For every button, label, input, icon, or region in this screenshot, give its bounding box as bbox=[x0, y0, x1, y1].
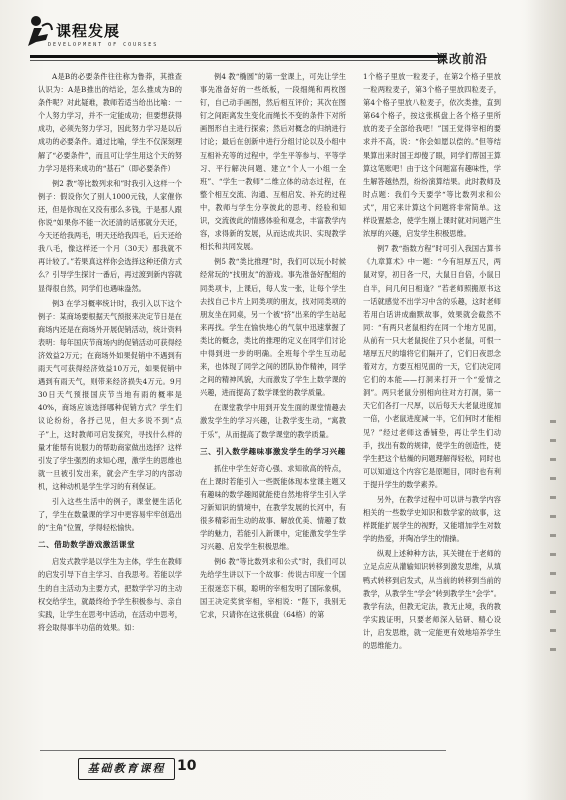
paragraph: A是B的必要条件往往称为鲁莽，其推查认识为：A是B推出的结论，怎么推成为B的条件呢？对此疑难，教师若适当给出比喻：一个人努力学习，并不一定能成功；但要想获得成功，必须先努力学习，因此努力学习是以后成功的必要条件。通过比喻，学生不仅深刻理解了“必要条件”，而且可让学生用这个天的努力学习是将来成功的“基石”（即必要条件） bbox=[38, 72, 182, 173]
page-subtitle: DEVELOPMENT OF COURSES bbox=[48, 42, 159, 48]
header-rule bbox=[30, 55, 446, 58]
paragraph: 例6 教“等比数列求和公式”时，我们可以先给学生讲以下一个故事：传说古印度一个国王很迷恋下棋，聪明的宰相发明了国际象棋，国王决定奖赏宰相，宰相说：“陛下，我别无它求，只请你在这张棋盘（64格）的第 bbox=[200, 557, 346, 619]
section-label: 课改前沿 bbox=[435, 52, 488, 66]
journal-banner: 基础教育课程 bbox=[78, 758, 175, 780]
text-column-1 bbox=[38, 70, 182, 740]
page-title: 课程发展 bbox=[56, 22, 121, 40]
paragraph: 抓住中学生好奇心强、求知欲高的特点，在上课时若能引入一些既能体现本堂课主题又有趣味的数学趣闻就能使自然地将学生引入学习新知识的情境中，在教学发展的长河中，有很多精彩而生动的故事、解放优美、情趣了数学的魅力，若能引入新课中，定能激发学生学习兴趣、启发学生积极思维。 bbox=[200, 463, 346, 552]
edge-tick-marks bbox=[550, 420, 558, 680]
page-number: 10 bbox=[177, 758, 197, 774]
paragraph: 例2 教“等比数列求和”时我引入这样一个例子：假设你欠了别人1000元钱，人家催你还，但是你现在又没有那么多钱，于是那人跟你说“如果你不能一次还清的话那就分天还，今天还给我两毛，明天还给我四毛，后天还给我八毛，像这样还一个月（30天）那我就不再计较了。”若果真这样你会选择这种还债方式么？引导学生探讨一番后，再过渡到新内容就显得很自然，同学们也遇味盎然。 bbox=[38, 178, 182, 293]
page-edge-shadow bbox=[526, 0, 566, 800]
paragraph: 纵观上述种种方法，其关键在于老师的立足点应从灌输知识转移到激发思维，从填鸭式转移到启发式，从当前的转移到当前的教学，从教学生“学会”转到教学生“会学”。教学有法，但教无定法，教无止境，我的教学实践证明，只要老师深入钻研、精心设计，启发思维，就一定能更有效地培养学生的思维能力。 bbox=[363, 549, 501, 651]
section-heading: 三、引入数学趣味事激发学生的学习兴趣 bbox=[200, 446, 346, 456]
paragraph: 例3 在学习概率统计时，我引入以下这个例子：某商场要根据天气预报来决定节日是在商场内还是在商场外开展促销活动，统计资料表明：每年国庆节商场内的促销活动可获得经济效益2万元；在商场外如果促销中不遇到有雨天气可获得经济效益10万元，如果促销中遇到有雨天气，则带来经济损失4万元。9月30日天气预报国庆节当地有雨的概率是40%，商场应该选择哪种促销方式？学生们议论纷纷，各抒己见，但大多说不到“点子”上，这时教师可启发探究，寻找什么样的量才能帮有说服力的帮助商家做出选择？这样引发了学生强烈的求知心理，激学生的思维也就一旦被引发出来，就会产生学习的内部动机，这种动机是学生学习的有利保证。 bbox=[38, 298, 182, 491]
paragraph: 例7 教“指数方程”时可引入我国古算书《九章算术》中一题：“今有垣厚五尺，两鼠对穿，初日各一尺，大鼠日自倍，小鼠日自半，问几何日相逢？”若老师照搬原书这一话就感觉不出学习中含的乐趣，这时老师若用白话讲成幽默故事，效果就会截然不同：“有两只老鼠相约在同一个地方见面，从前有一只大老鼠捉住了只小老鼠，可恨一堵厚五尺的墙将它们隔开了，它们日夜思念着对方，方要互相见面的一天，它们决定同它们的本能——打洞来打开一个“爱情之洞”。两只老鼠分别相向往对方打洞，第一天它们各打一尺厚，以后每天大老鼠进度加一倍，小老鼠进度减一半，它们何时才能相见？”经过老师这番铺垫，再让学生们动手，找出有数的规律，使学生的创造性，使学生把这个枯燥的问题理解得轻松，同时也可以知道这个内容它是原题目，同时也有利于提升学生的数学素养。 bbox=[363, 244, 501, 489]
footer-rule bbox=[40, 750, 446, 751]
header-rule-thin bbox=[30, 60, 446, 61]
paragraph: 例4 教“椭圆”的第一堂课上，可先让学生事先准备好的一些纸板，一段细绳和两枚图钉，自己动手画图，然后相互评价；其次在图钉之间距离发生变化而绳长不变的条件下对所画图形自主进行探索；然后对概念的归纳进行讨论；最后在创新中进行分组讨论以及小组中互相补充等的过程中，学生平等参与、平等学习、平行解决问题、建立“个人一小组一全班”、“学生一教师”二维立体的动态过程，在整个相互交流、沟通、互相启发、补充的过程中，教师与学生分享彼此的思考、经验和知识，交流彼此的情感体验和观念，丰富教学内容，求得新的发展，从而达成共识、实现教学相长和共同发展。 bbox=[200, 72, 346, 252]
text-column-3 bbox=[363, 70, 501, 740]
paragraph: 例5 教“类比推理”时，我们可以玩小时候经常玩的“找朋友”的游戏。事先准备好配组的同类项卡，上课后，每人发一张，让每个学生去找自己卡片上同类项的朋友，找对同类项的朋友坐在同桌，另一个被“挤”出来的学生站起来再找。学生在愉快地心的气氛中迅速掌握了类比的概念，类比的推理的定义在同学们讨论中得到进一步的明确。全班每个学生互动起来，也体现了同学之间的团队协作精神，同学之间的精神风貌，大而激发了学生上数学课的兴趣，进而提高了数学课堂的教学质量。 bbox=[200, 257, 346, 398]
paragraph: 1个格子里放一粒麦子，在第2个格子里放一粒两粒麦子，第3个格子里放四粒麦子，第4个格子里放八粒麦子，依次类推，直到第64个格子，按这张棋盘上各个格子里所放的麦子全部给我吧！”国王觉得宰相的要求并不高，说：“你会如愿以偿的。”但等结果算出来时国王却傻了眼，同学们帮国王算算这笔账吧！由于这个问题富有趣味性，学生解答越热烈，纷纷演算结果。此时教师及时点题：我们今天要学“等比数列求和公式”，用它来计算这个问题将非常简单。这样设置悬念，使学生刚上课时就对问题产生浓厚的兴趣，启发学生积极思维。 bbox=[363, 72, 501, 239]
paragraph: 另外，在教学过程中可以讲与教学内容相关的一些数学史知识和数学家的故事，这样既能扩展学生的视野，又能增加学生对数学的热爱，并陶冶学生的情操。 bbox=[363, 495, 501, 544]
paragraph: 在课堂教学中用到开发生面的课堂情趣去激发学生的学习兴趣，让教学变生动，“寓教于乐”，从而提高了数学课堂的教学质量。 bbox=[200, 403, 346, 439]
section-heading: 二、借助数学游戏激活课堂 bbox=[38, 540, 136, 550]
text-column-2 bbox=[200, 70, 346, 740]
paragraph: 引入这些生活中的例子，课堂便生活化了，学生在数量课的学习中更容易牢牢创造出的“主角”位置，学得轻松愉快。 bbox=[38, 497, 182, 533]
paragraph: 启发式教学是以学生为主体，学生在教师的启发引导下自主学习、自我思考。若能以学生的自主活动为主要方式，把数学学习的主动权交给学生，就最终给予学生积极参与、亲自实践，让学生在思考中活动，在活动中思考，将会取得事半功倍的效果。如： bbox=[38, 557, 182, 632]
